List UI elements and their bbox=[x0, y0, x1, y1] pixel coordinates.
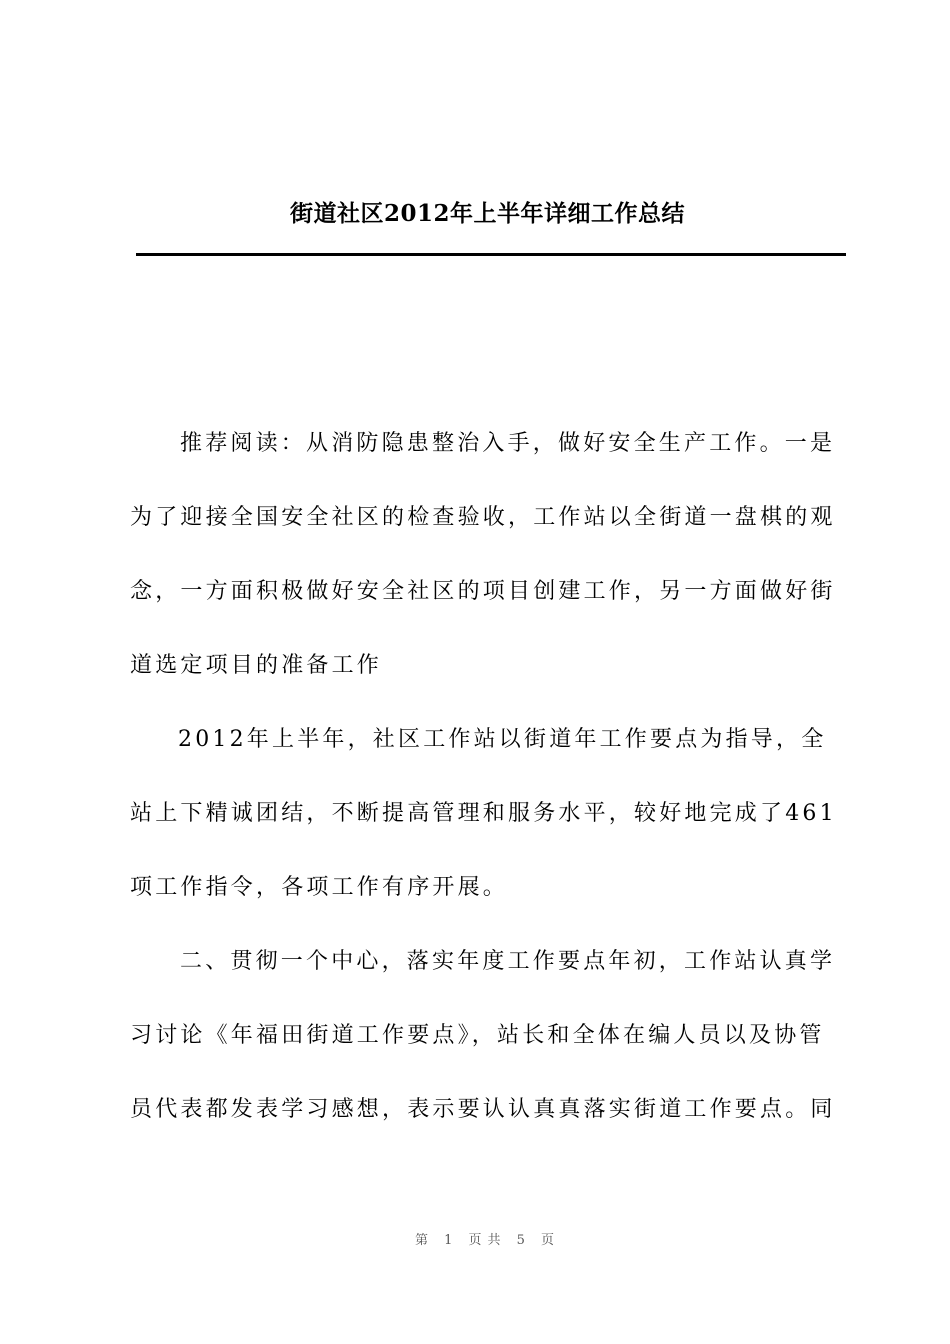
paragraph-2-line-1: 2012年上半年，社区工作站以街道年工作要点为指导，全 bbox=[178, 727, 827, 752]
page-number-footer: 第 1 页共 5 页 bbox=[414, 1233, 561, 1248]
paragraph-1-line-2: 为了迎接全国安全社区的检查验收，工作站以全街道一盘棋的观 bbox=[130, 505, 836, 530]
paragraph-2-line-3: 项工作指令，各项工作有序开展。 bbox=[130, 875, 509, 900]
paragraph-2-line-2: 站上下精诚团结，不断提高管理和服务水平，较好地完成了461 bbox=[130, 801, 837, 826]
document-title: 街道社区2012年上半年详细工作总结 bbox=[289, 200, 685, 227]
paragraph-3-line-2: 习讨论《年福田街道工作要点》，站长和全体在编人员以及协管 bbox=[130, 1023, 825, 1048]
paragraph-1-line-3: 念，一方面积极做好安全社区的项目创建工作，另一方面做好街 bbox=[130, 579, 836, 604]
paragraph-3-line-1: 二、贯彻一个中心，落实年度工作要点年初，工作站认真学 bbox=[180, 949, 836, 974]
title-divider bbox=[136, 253, 846, 256]
paragraph-1-line-1: 推荐阅读：从消防隐患整治入手，做好安全生产工作。一是 bbox=[180, 431, 836, 456]
paragraph-1-line-4: 道选定项目的准备工作 bbox=[130, 653, 383, 678]
paragraph-3-line-3: 员代表都发表学习感想，表示要认认真真落实街道工作要点。同 bbox=[130, 1097, 836, 1122]
